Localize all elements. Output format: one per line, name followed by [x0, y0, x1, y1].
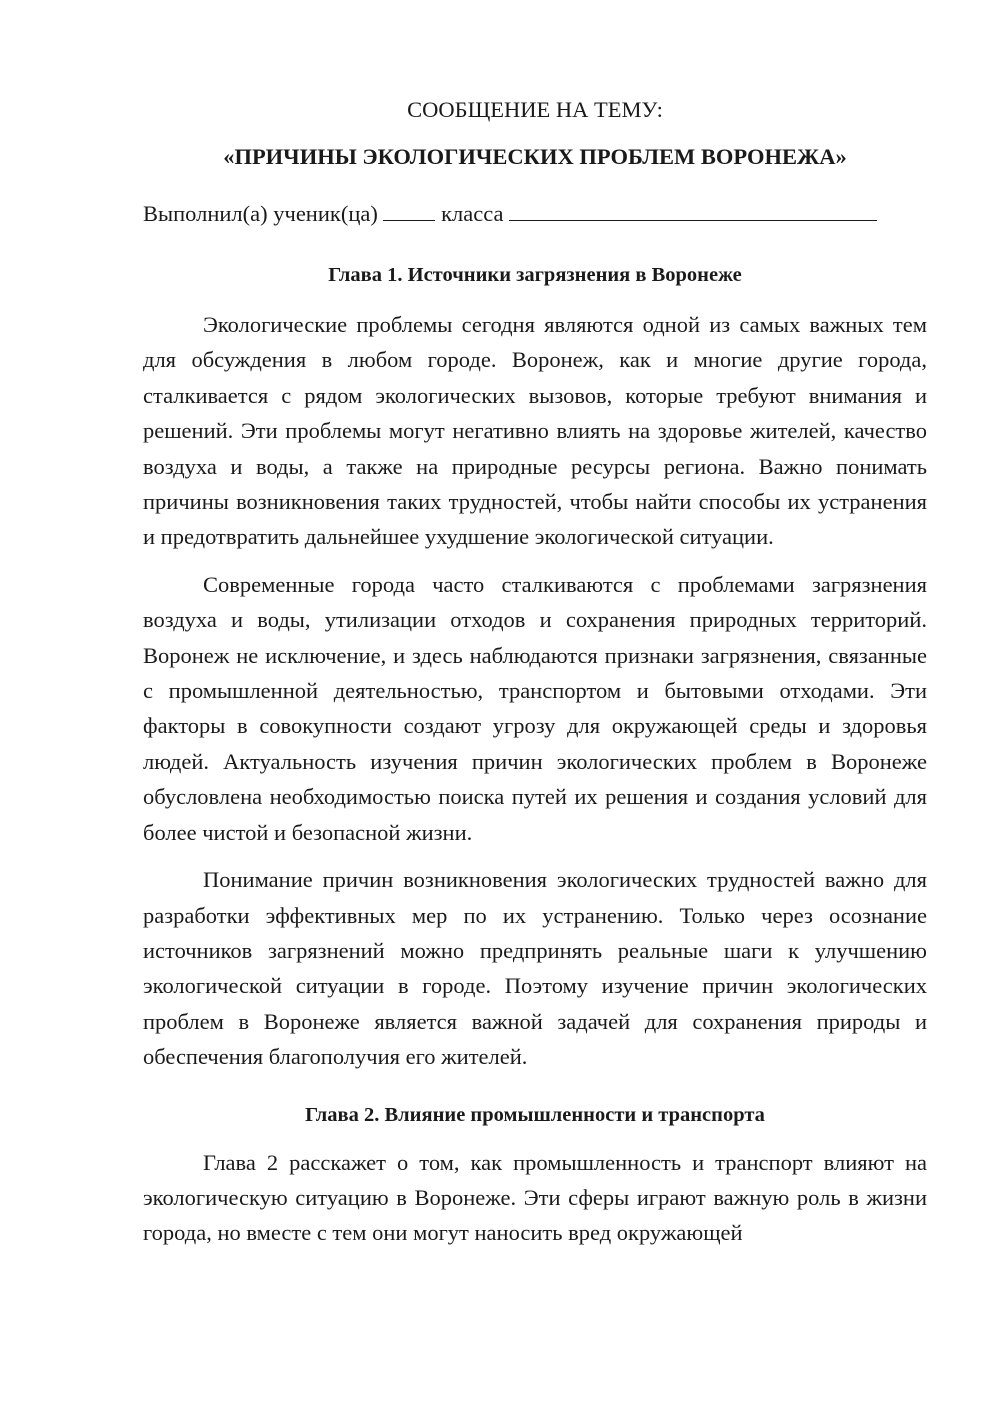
- class-label: класса: [441, 201, 504, 226]
- document-content: [143, 92, 927, 1251]
- chapter-2-paragraph-1: Глава 2 расскажет о том, как промышленность и транспорт влияют на экологическую ситуацию в Воронеже. Эти сферы играют важную роль в жизни города, но вместе с тем они могут наносить вред окружающей: [143, 1149, 927, 1246]
- document-title-line2: «ПРИЧИНЫ ЭКОЛОГИЧЕСКИХ ПРОБЛЕМ ВОРОНЕЖА»: [223, 144, 847, 169]
- chapter-1-heading: Глава 1. Источники загрязнения в Воронеже: [328, 264, 742, 286]
- name-blank: [509, 198, 877, 221]
- author-line: [143, 196, 927, 232]
- grade-blank: [383, 198, 435, 221]
- chapter-2-heading: Глава 2. Влияние промышленности и транспорта: [305, 1103, 765, 1126]
- chapter-1-paragraph-3: Понимание причин возникновения экологических трудностей важно для разработки эффективных мер по их устранению. Только через осознание источников загрязнений можно предпринять реальные шаги к улучшению экологической ситуации в городе. Поэтому изучение причин экологических проблем в Воронеже является важной задачей для сохранения природы и обеспечения благополучия его жителей.: [143, 867, 927, 1070]
- author-label: Выполнил(а) ученик(ца): [143, 201, 378, 226]
- chapter-1-paragraph-2: Современные города часто сталкиваются с проблемами загрязнения воздуха и воды, утилизации отходов и сохранения природных территорий. Воронеж не исключение, и здесь наблюдаются признаки загрязнения, связанные с промышленной деятельностью, транспортом и бытовыми отходами. Эти факторы в совокупности создают угрозу для окружающей среды и здоровья людей. Актуальность изучения причин экологических проблем в Воронеже обусловлена необходимостью поиска путей их решения и создания условий для более чистой и безопасной жизни.: [143, 571, 927, 845]
- chapter-1-paragraph-1: Экологические проблемы сегодня являются одной из самых важных тем для обсуждения в любом городе. Воронеж, как и многие другие города, сталкивается с рядом экологических вызовов, которые требуют внимания и решений. Эти проблемы могут негативно влиять на здоровье жителей, качество воздуха и воды, а также на природные ресурсы региона. Важно понимать причины возникновения таких трудностей, чтобы найти способы их устранения и предотвратить дальнейшее ухудшение экологической ситуации.: [143, 312, 927, 550]
- document-title-line1: СООБЩЕНИЕ НА ТЕМУ:: [407, 97, 663, 122]
